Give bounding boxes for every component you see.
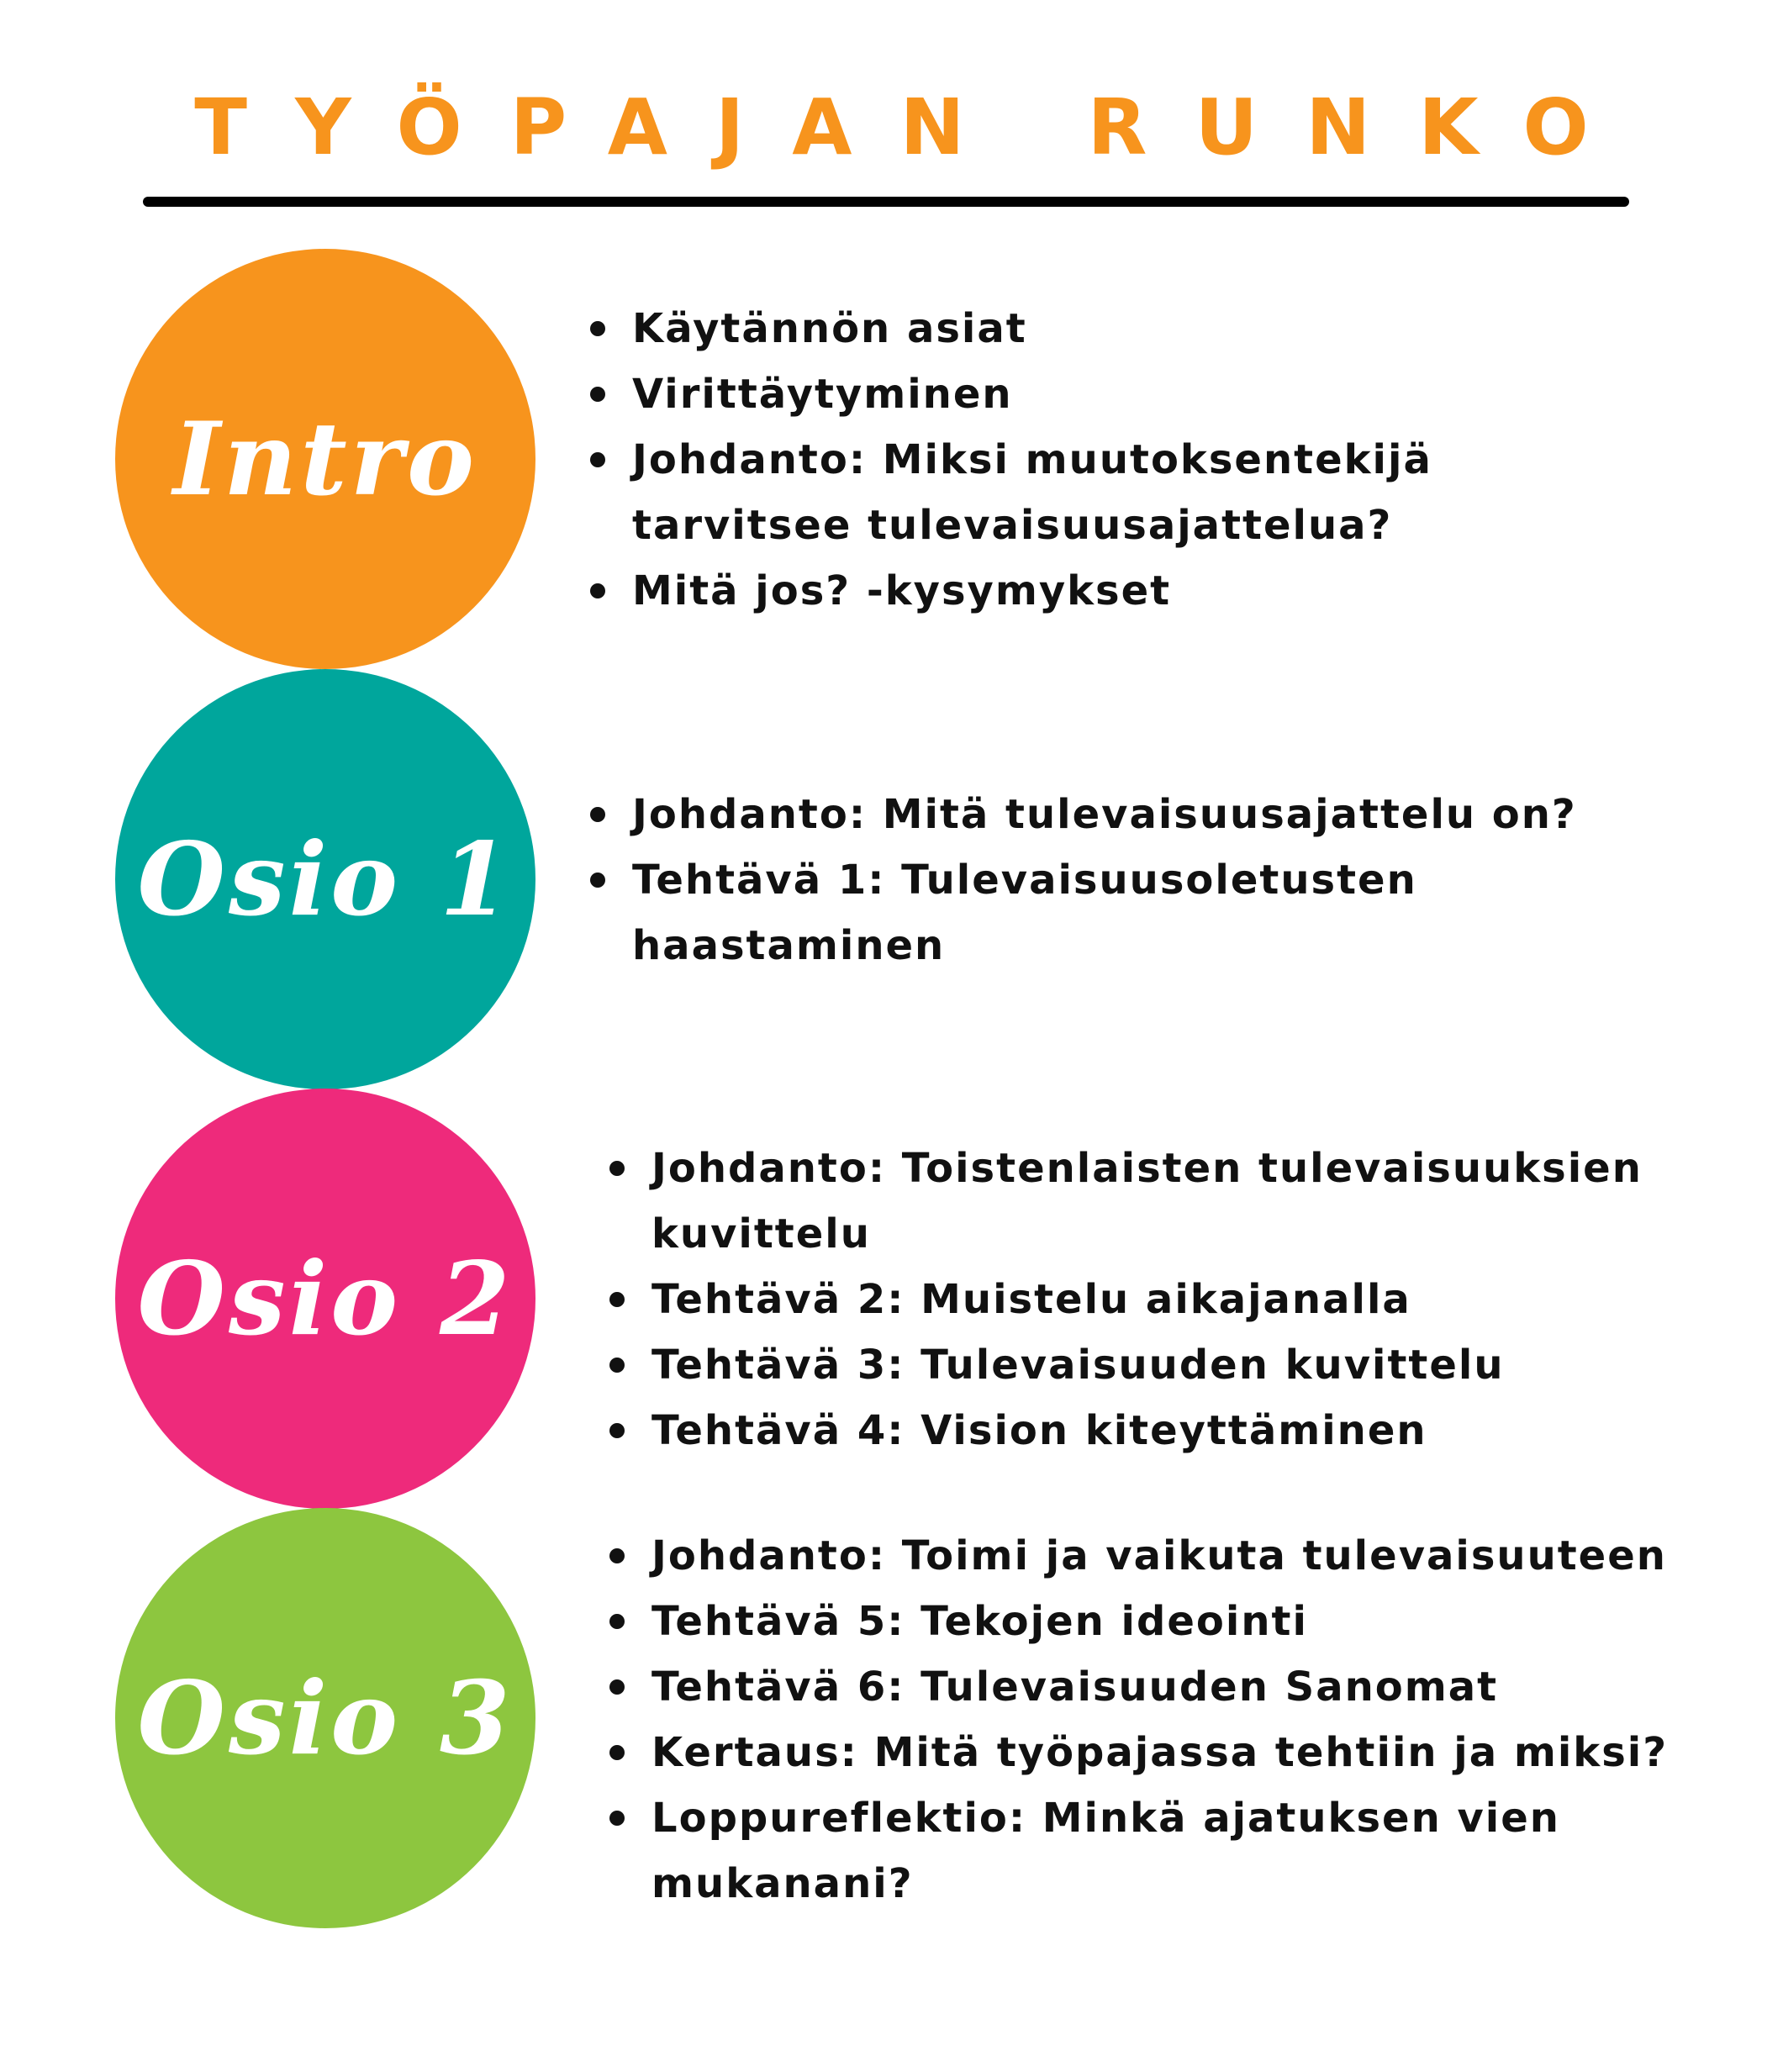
list-item: Tehtävä 3: Tulevaisuuden kuvittelu: [608, 1332, 1717, 1398]
osio-2-circle-label: Osio 2: [137, 1239, 514, 1358]
list-item: Johdanto: Toimi ja vaikuta tulevaisuuteen: [608, 1523, 1734, 1589]
list-item: Tehtävä 5: Tekojen ideointi: [608, 1589, 1734, 1654]
osio-1-circle: [115, 669, 535, 1089]
list-item: Tehtävä 4: Vision kiteyttäminen: [608, 1398, 1717, 1463]
osio-1-list: [588, 782, 1698, 978]
osio-3-list: [608, 1523, 1734, 1916]
list-item: Johdanto: Toistenlaisten tulevaisuuksien kuvittelu: [608, 1136, 1694, 1267]
list-item: Johdanto: Mitä tulevaisuusajattelu on?: [588, 782, 1698, 847]
list-item: Tehtävä 2: Muistelu aikajanalla: [608, 1267, 1717, 1332]
list-item: Virittäytyminen: [588, 361, 1698, 427]
list-item: Kertaus: Mitä työpajassa tehtiin ja miksi?: [608, 1720, 1734, 1785]
page-title: TYÖPAJAN RUNKO: [194, 82, 1637, 172]
intro-circle: [115, 249, 535, 669]
title-divider: [143, 197, 1629, 207]
osio-2-list: [608, 1136, 1717, 1463]
list-item: Tehtävä 1: Tulevaisuusoletusten haastaminen: [588, 847, 1473, 978]
intro-circle-label: Intro: [172, 399, 478, 519]
list-item: Käytännön asiat: [588, 296, 1698, 361]
list-item: Johdanto: Miksi muutoksentekijä tarvitsee tulevaisuusajattelua?: [588, 427, 1540, 558]
intro-list: [588, 296, 1698, 624]
osio-3-circle-label: Osio 3: [137, 1658, 514, 1778]
osio-1-circle-label: Osio 1: [137, 820, 514, 939]
osio-2-circle: [115, 1089, 535, 1509]
list-item: Tehtävä 6: Tulevaisuuden Sanomat: [608, 1654, 1734, 1720]
osio-3-circle: [115, 1508, 535, 1928]
list-item: Mitä jos? -kysymykset: [588, 558, 1698, 624]
list-item: Loppureflektio: Minkä ajatuksen vien mukanani?: [608, 1785, 1610, 1916]
